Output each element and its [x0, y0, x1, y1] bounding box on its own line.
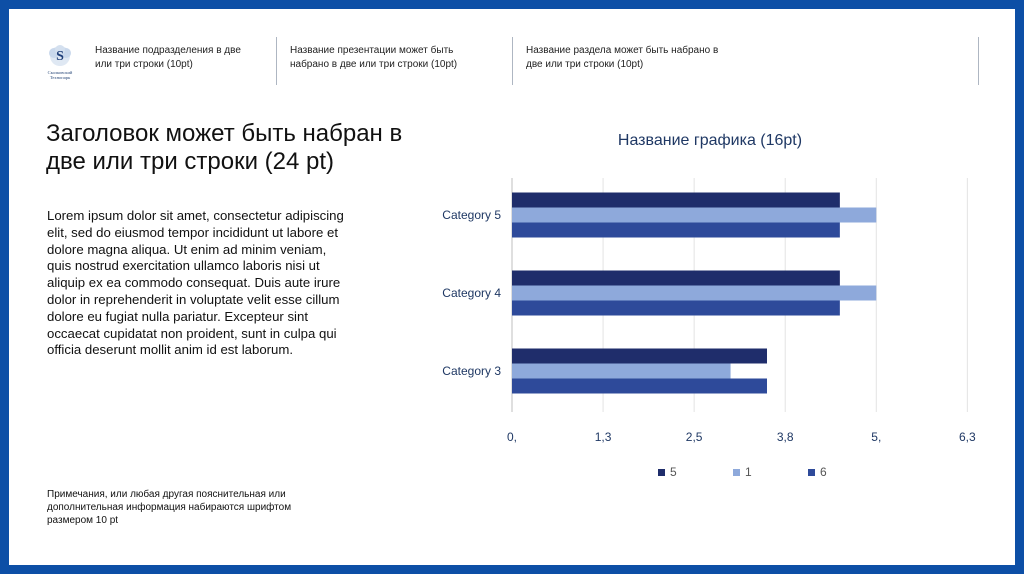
- bar: [512, 271, 840, 286]
- bar: [512, 208, 876, 223]
- bar: [512, 379, 767, 394]
- bar: [512, 349, 767, 364]
- x-tick-label: 1,3: [594, 430, 612, 444]
- category-label: Category 4: [442, 286, 501, 300]
- logo-text-line1: Сколковский: [47, 70, 73, 75]
- footnote: Примечания, или любая другая пояснительная или дополнительная информация набираются шрифтом размером 10 pt: [47, 489, 292, 526]
- legend-swatch: [658, 469, 665, 476]
- x-tick-label: 6,3: [959, 430, 976, 444]
- legend-label: 6: [820, 465, 827, 479]
- legend-swatch: [733, 469, 740, 476]
- bar: [512, 364, 731, 379]
- header-department: Название подразделения в две или три строки (10pt): [95, 45, 241, 70]
- legend-item: [808, 465, 827, 479]
- x-tick-label: 0,: [506, 430, 518, 444]
- legend-label: 5: [670, 465, 677, 479]
- bar: [512, 223, 840, 238]
- body-text: Lorem ipsum dolor sit amet, consectetur adipiscing elit, sed do eiusmod tempor incididunt ut labore et dolore magna aliqua. Ut enim ad minim veniam, quis nostrud exercitation ullamco laboris nisi ut aliquip ex ea commodo consequat. Duis aute irure dolor in reprehenderit in voluptate velit esse cillum dolore eu fugiat nulla pariatur. Excepteur sint occaecat cupidatat non proident, sunt in culpa qui officia deserunt mollit anim id est laborum.: [47, 208, 344, 358]
- category-label: Category 3: [442, 364, 501, 378]
- category-label: Category 5: [442, 208, 501, 222]
- bar: [512, 286, 876, 301]
- svg-text:S: S: [56, 49, 64, 64]
- x-tick-label: 3,8: [776, 430, 794, 444]
- x-tick-label: 2,5: [685, 430, 703, 444]
- legend-swatch: [808, 469, 815, 476]
- x-tick-label: 5,: [871, 430, 882, 444]
- logo-text-line2: Технопарк: [49, 75, 71, 80]
- legend-label: 1: [745, 465, 752, 479]
- bar: [512, 301, 840, 316]
- header-presentation-title: Название презентации может быть набрано в две или три строки (10pt): [290, 45, 458, 70]
- legend-item: [658, 465, 677, 479]
- bar: [512, 193, 840, 208]
- header-section-title: Название раздела может быть набрано в две или три строки (10pt): [526, 45, 719, 70]
- slide-title: Заголовок может быть набран в две или три строки (24 pt): [46, 120, 403, 175]
- chart-title: Название графика (16pt): [617, 132, 803, 149]
- legend-item: [733, 465, 752, 479]
